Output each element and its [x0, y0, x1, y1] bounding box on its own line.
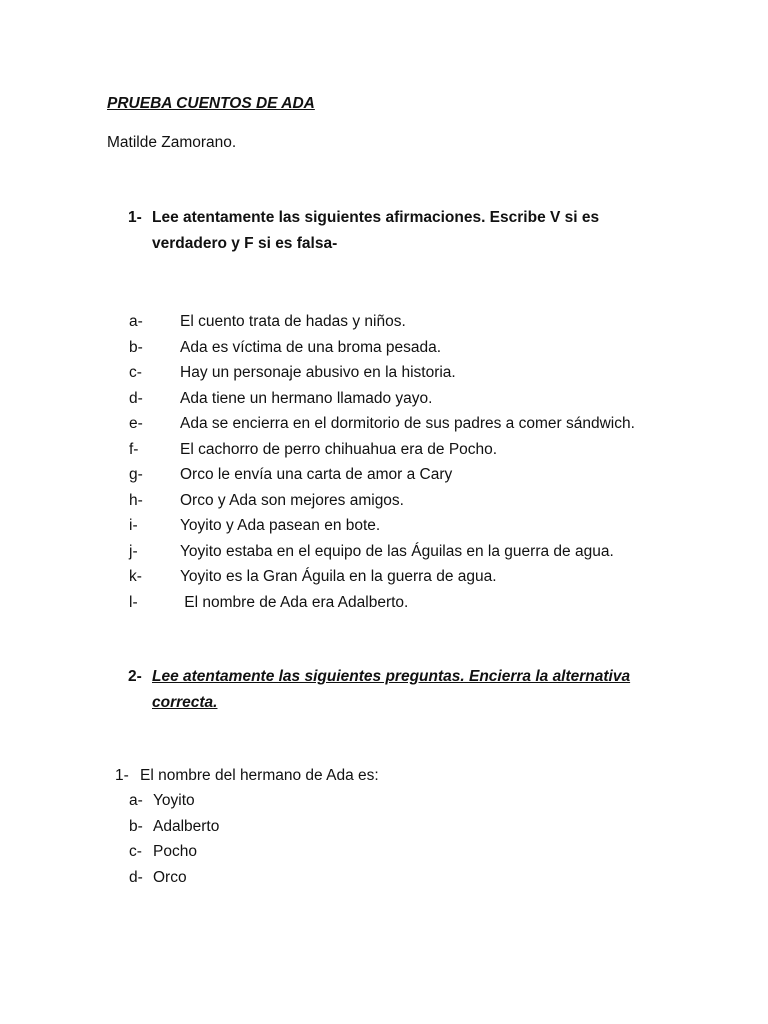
statement-item [129, 360, 635, 386]
statement-letter: e- [129, 415, 143, 432]
statement-item [129, 309, 635, 335]
statement-item [129, 590, 635, 616]
statement-item [129, 462, 635, 488]
statement-text: Ada se encierra en el dormitorio de sus padres a comer sándwich. [180, 415, 635, 432]
statement-text: Hay un personaje abusivo en la historia. [180, 364, 456, 381]
statement-text: Yoyito es la Gran Águila en la guerra de agua. [180, 568, 497, 585]
answer-option [129, 788, 219, 814]
statement-letter: k- [129, 568, 142, 585]
question-number: 1- [115, 767, 129, 784]
statement-item [129, 488, 635, 514]
section-2-heading [128, 664, 672, 716]
statement-letter: j- [129, 542, 138, 560]
statement-text: Ada es víctima de una broma pesada. [180, 338, 442, 356]
document-title: PRUEBA CUENTOS DE ADA [107, 95, 315, 112]
statement-letter: h- [129, 491, 143, 509]
statement-text: Ada tiene un hermano llamado yayo. [180, 389, 433, 407]
statement-text: El cuento trata de hadas y niños. [180, 313, 406, 330]
answer-options-list [129, 788, 219, 890]
statement-item [129, 386, 635, 412]
statement-letter: l- [129, 593, 138, 611]
statement-item [129, 411, 635, 437]
answer-option [129, 839, 219, 865]
section-2-instruction: Lee atentamente las siguientes preguntas. Encierra la alternativa correcta. [152, 668, 631, 711]
section-1-heading [128, 205, 672, 257]
statement-letter: i- [129, 517, 138, 534]
option-letter: c- [129, 843, 142, 860]
option-text: Yoyito [153, 792, 195, 809]
section-2-number: 2- [128, 668, 142, 685]
statement-item [129, 335, 635, 361]
statement-letter: b- [129, 338, 143, 356]
option-text: Adalberto [153, 817, 220, 835]
statement-letter: a- [129, 313, 143, 330]
statement-text: Orco y Ada son mejores amigos. [180, 491, 404, 509]
option-letter: b- [129, 817, 143, 835]
true-false-statements-list [129, 309, 635, 615]
statement-letter: d- [129, 389, 143, 407]
statement-text: El nombre de Ada era Adalberto. [180, 593, 409, 611]
statement-text: Orco le envía una carta de amor a Cary [180, 466, 453, 483]
section-1-number: 1- [128, 209, 142, 226]
statement-text: Yoyito y Ada pasean en bote. [180, 517, 381, 534]
option-text: Orco [153, 868, 187, 886]
author-name: Matilde Zamorano. [107, 134, 237, 151]
statement-item [129, 513, 635, 539]
answer-option [129, 814, 219, 840]
statement-item [129, 539, 635, 565]
option-letter: a- [129, 792, 143, 809]
question-text: El nombre del hermano de Ada es: [140, 767, 379, 784]
section-1-instruction: Lee atentamente las siguientes afirmaciones. Escribe V si es verdadero y F si es falsa- [152, 209, 600, 252]
answer-option [129, 865, 219, 891]
multiple-choice-question [115, 763, 379, 789]
statement-item [129, 437, 635, 463]
statement-text: El cachorro de perro chihuahua era de Pocho. [180, 440, 498, 458]
statement-text: Yoyito estaba en el equipo de las Águilas en la guerra de agua. [180, 542, 614, 560]
statement-letter: g- [129, 466, 143, 483]
statement-letter: f- [129, 440, 139, 458]
statement-item [129, 564, 635, 590]
option-letter: d- [129, 868, 143, 886]
option-text: Pocho [153, 843, 197, 860]
statement-letter: c- [129, 364, 142, 381]
